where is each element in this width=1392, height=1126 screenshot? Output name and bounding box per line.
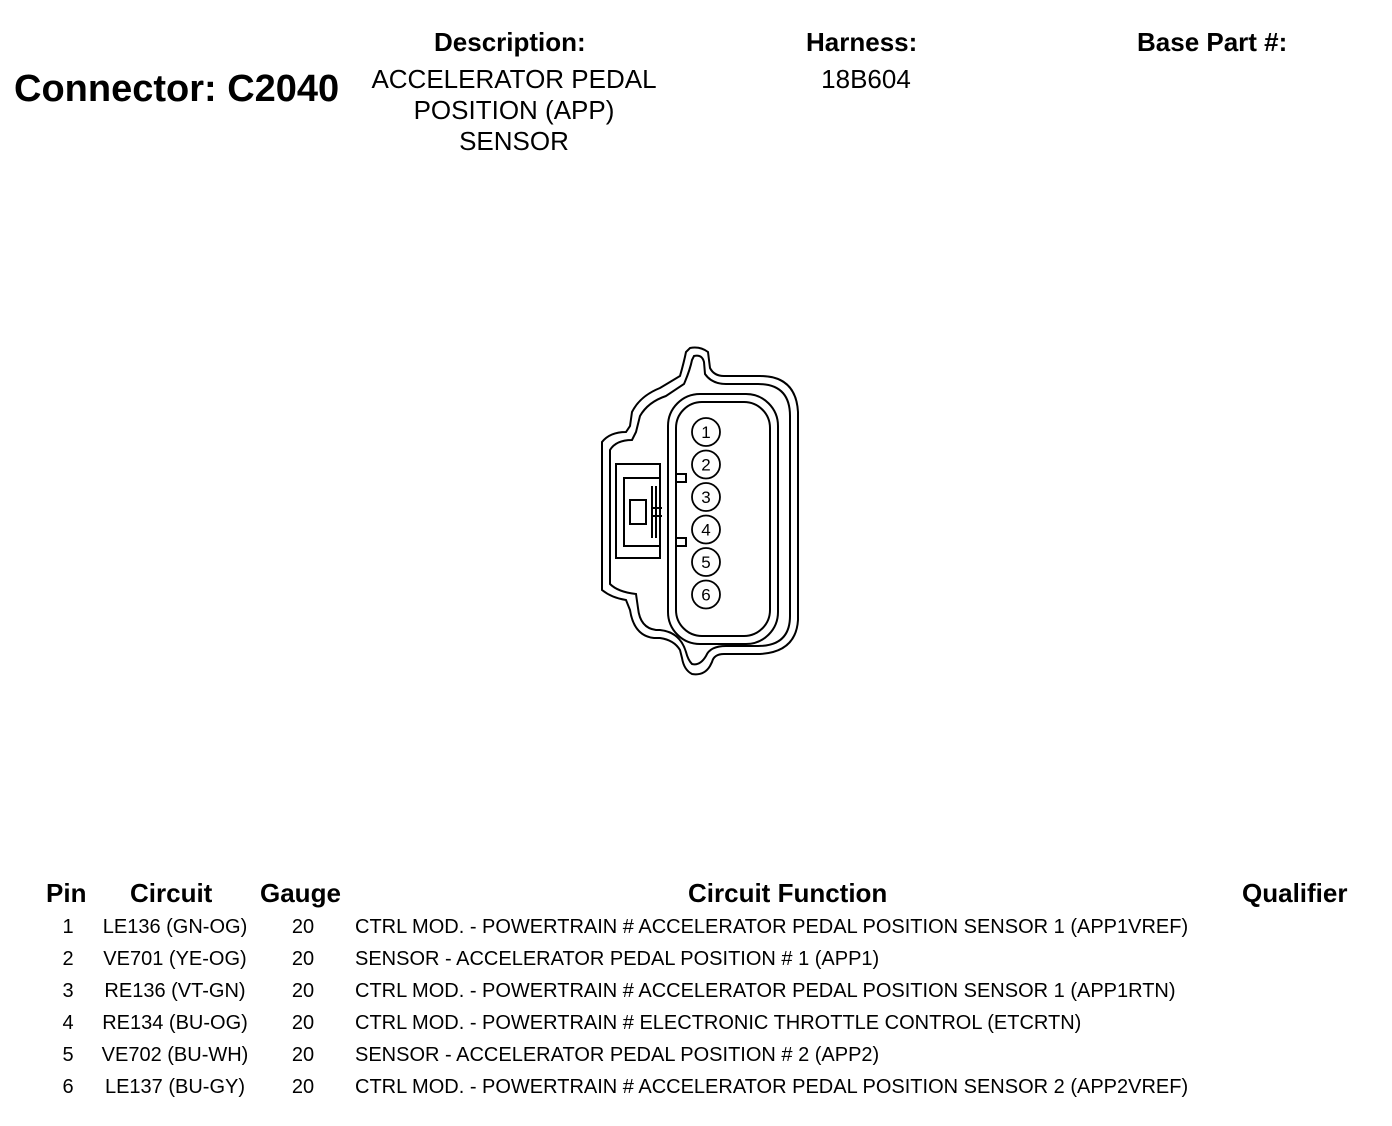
cell-gauge: 20 — [291, 980, 315, 1002]
cell-gauge: 20 — [291, 1076, 315, 1098]
cell-function: CTRL MOD. - POWERTRAIN # ACCELERATOR PEDAL POSITION SENSOR 2 (APP2VREF) — [355, 1076, 1189, 1098]
key-notch — [676, 474, 686, 482]
cell-pin: 4 — [62, 1012, 74, 1034]
cell-circuit: LE137 (BU-GY) — [104, 1076, 246, 1098]
cell-function: CTRL MOD. - POWERTRAIN # ACCELERATOR PEDAL POSITION SENSOR 1 (APP1VREF) — [355, 916, 1189, 938]
table-row — [0, 1076, 1392, 1108]
description-line: ACCELERATOR PEDAL — [371, 64, 657, 94]
header-qualifier: Qualifier — [1242, 878, 1348, 908]
table-row — [0, 1044, 1392, 1076]
description-label: Description: — [434, 27, 586, 57]
cell-gauge: 20 — [291, 916, 315, 938]
cell-circuit: RE136 (VT-GN) — [104, 980, 246, 1002]
pin-label: 3 — [701, 488, 711, 507]
cell-circuit: RE134 (BU-OG) — [102, 1012, 248, 1034]
pin-label: 1 — [701, 423, 711, 442]
pin-group — [692, 418, 720, 609]
header-pin: Pin — [46, 878, 87, 908]
cell-gauge: 20 — [291, 948, 315, 970]
connector-face-diagram — [590, 340, 810, 685]
latch-tab — [630, 500, 646, 524]
table-row — [0, 980, 1392, 1012]
header-circuit: Circuit — [130, 878, 213, 908]
cell-gauge: 20 — [291, 1012, 315, 1034]
harness-value: 18B604 — [821, 64, 911, 94]
cell-pin: 1 — [62, 916, 74, 938]
cell-circuit: LE136 (GN-OG) — [102, 916, 248, 938]
harness-label: Harness: — [806, 27, 918, 57]
table-row — [0, 948, 1392, 980]
pin-cavity-inner — [676, 402, 770, 636]
header-gauge: Gauge — [260, 878, 341, 908]
pin-label: 4 — [701, 520, 711, 540]
cell-circuit: VE702 (BU-WH) — [101, 1044, 249, 1066]
cell-function: SENSOR - ACCELERATOR PEDAL POSITION # 2 (APP2) — [355, 1044, 880, 1066]
cell-pin: 3 — [62, 980, 74, 1002]
header-circuit-function: Circuit Function — [688, 878, 888, 908]
table-row — [0, 1012, 1392, 1044]
pin-label: 6 — [701, 585, 711, 605]
cell-circuit: VE701 (YE-OG) — [103, 948, 247, 970]
cell-pin: 6 — [62, 1076, 74, 1098]
cell-function: CTRL MOD. - POWERTRAIN # ACCELERATOR PEDAL POSITION SENSOR 1 (APP1RTN) — [355, 980, 1176, 1002]
connector-title: Connector: C2040 — [14, 68, 340, 110]
table-row — [0, 916, 1392, 948]
base-part-label: Base Part #: — [1137, 27, 1288, 57]
housing-outer — [602, 348, 798, 675]
cell-function: SENSOR - ACCELERATOR PEDAL POSITION # 1 (APP1) — [355, 948, 880, 970]
key-notch — [676, 538, 686, 546]
description-line: SENSOR — [459, 126, 569, 156]
description-value — [344, 64, 684, 157]
cell-pin: 2 — [62, 948, 74, 970]
cell-gauge: 20 — [291, 1044, 315, 1066]
cell-pin: 5 — [62, 1044, 74, 1066]
description-line: POSITION (APP) — [413, 95, 615, 125]
cell-function: CTRL MOD. - POWERTRAIN # ELECTRONIC THROTTLE CONTROL (ETCRTN) — [355, 1012, 1082, 1034]
pin-label: 5 — [701, 553, 711, 572]
pin-cavity-outer — [668, 394, 778, 644]
pin-label: 2 — [701, 455, 711, 475]
